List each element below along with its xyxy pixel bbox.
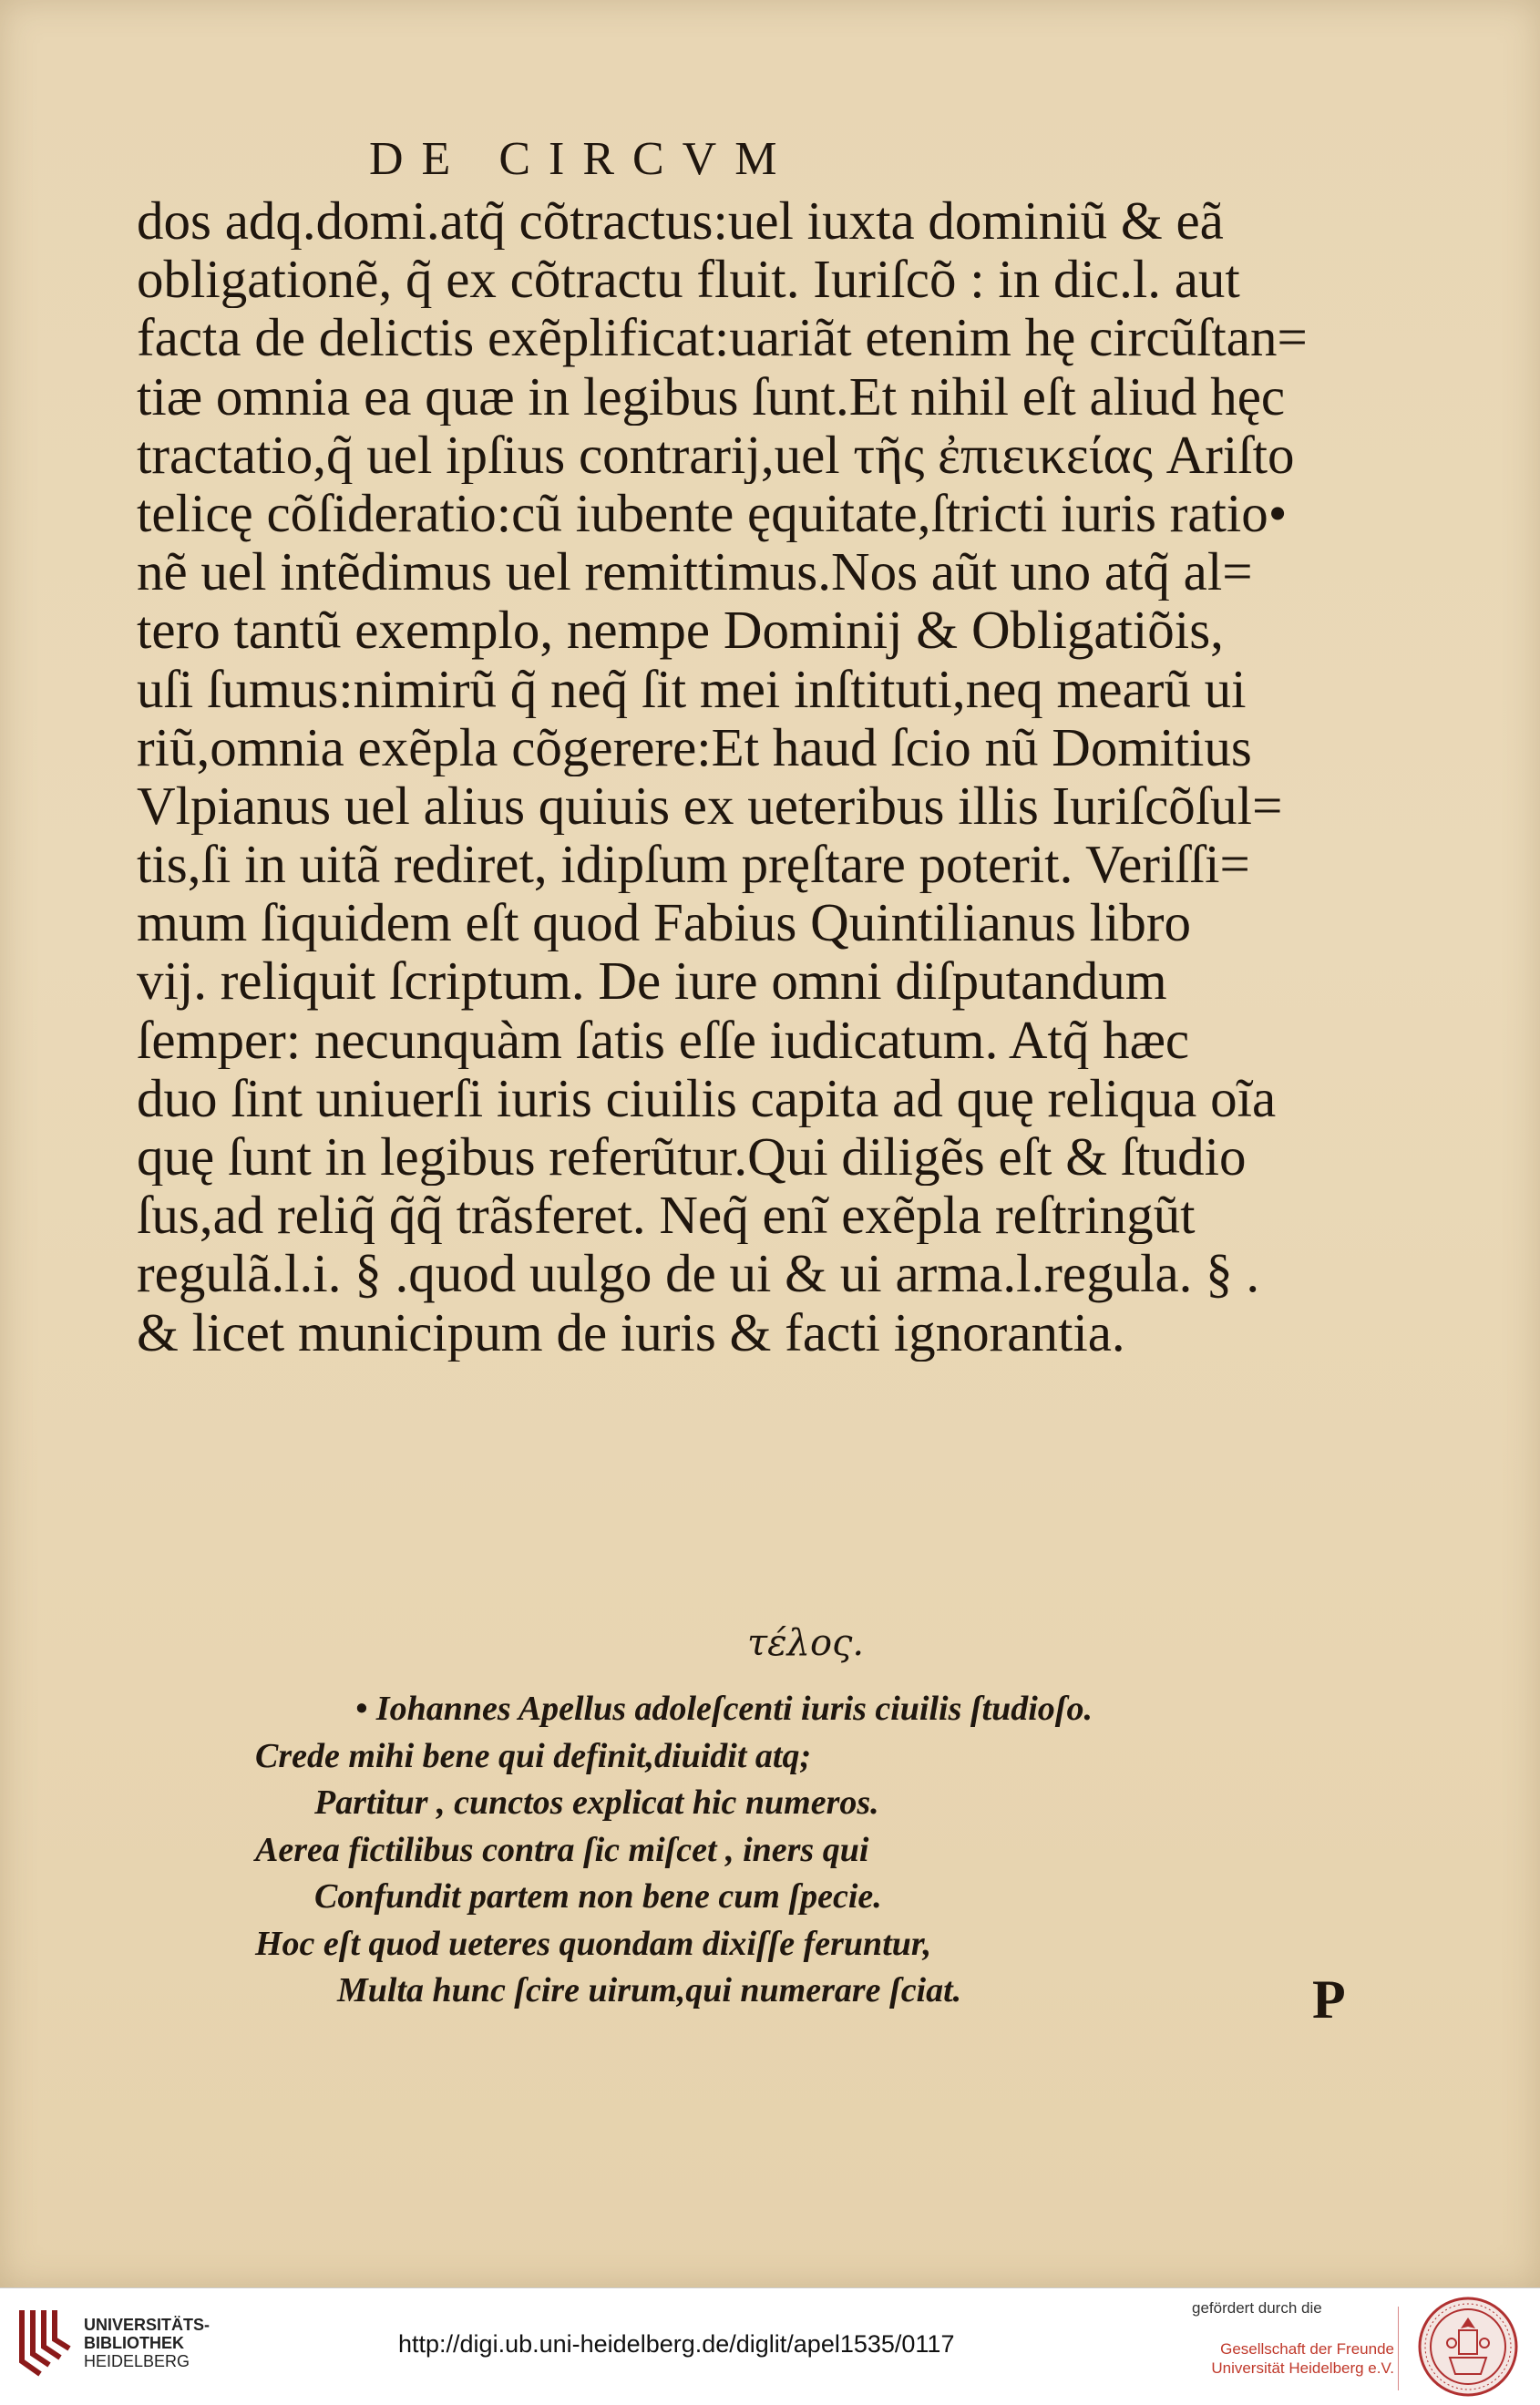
text-line: tractatio,q̃ uel ipſius contrarij,uel τῆς ἐπιεικείας Ariſto: [137, 425, 1295, 484]
poem-line: Partitur , cunctos explicat hic numeros.: [314, 1783, 879, 1822]
poem-heading: • Iohannes Apellus adoleſcenti iuris ciuilis ſtudioſo.: [355, 1690, 1093, 1728]
text-line: tis,ſi in uitã rediret, idipſum pręſtare poterit. Veriſſi=: [137, 835, 1250, 894]
text-line: Vlpianus uel alius quiuis ex ueteribus illis Iuriſcõſul=: [137, 776, 1283, 836]
library-name-line: UNIVERSITÄTS-: [84, 2316, 210, 2334]
running-title: DE CIRCVM: [369, 133, 796, 185]
text-line: & licet municipum de iuris & facti ignorantia.: [137, 1302, 1125, 1362]
text-line: vij. reliquit ſcriptum. De iure omni diſputandum: [137, 951, 1167, 1011]
library-name: [84, 2316, 210, 2370]
footer-divider: [1398, 2307, 1399, 2390]
poem-line: Hoc eſt quod ueteres quondam dixiſſe feruntur,: [255, 1924, 932, 1963]
telos-mark: τέλος.: [747, 1622, 865, 1664]
text-line: ſus,ad reliq̃ q̃q̃ trãsferet. Neq̃ enĩ exẽpla reſtringũt: [137, 1186, 1196, 1245]
text-line: nẽ uel intẽdimus uel remittimus.Nos aũt uno atq̃ al=: [137, 542, 1253, 601]
poem-line: Confundit partem non bene cum ſpecie.: [314, 1877, 882, 1916]
text-line: riũ,omnia exẽpla cõgerere:Et haud ſcio nũ Domitius: [137, 717, 1252, 776]
text-line: facta de delictis exẽplificat:uariãt etenim hę circũſtan=: [137, 308, 1308, 367]
text-line: mum ſiquidem eſt quod Fabius Quintilianus libro: [137, 893, 1192, 952]
library-name-line: BIBLIOTHEK: [84, 2334, 184, 2352]
poem-line: Multa hunc ſcire uirum,qui numerare ſciat.: [337, 1971, 962, 2009]
library-name-line: HEIDELBERG: [84, 2352, 190, 2370]
text-line: ſemper: necunquàm ſatis eſſe iudicatum. Atq̃ hæc: [137, 1010, 1190, 1069]
catchword: P: [1312, 1969, 1346, 2030]
text-line: uſi ſumus:nimirũ q̃ neq̃ ſit mei inſtituti,neq mearũ ui: [137, 659, 1247, 718]
text-line: obligationẽ, q̃ ex cõtractu fluit. Iuriſcõ : in dic.l. aut: [137, 250, 1240, 309]
text-line: regulã.l.i. § .quod uulgo de ui & ui arma.l.regula. § .: [137, 1244, 1260, 1303]
text-line: tero tantũ exemplo, nempe Dominij & Obligatiõis,: [137, 601, 1224, 660]
university-seal-icon[interactable]: [1417, 2296, 1519, 2398]
text-line: dos adq.domi.atq̃ cõtractus:uel iuxta dominiũ & eã: [137, 191, 1224, 251]
footer-bar: [0, 2287, 1540, 2405]
society-name-line: Gesellschaft der Freunde: [1220, 2340, 1394, 2358]
funded-by-label: gefördert durch die: [1192, 2299, 1322, 2317]
society-name[interactable]: [1201, 2339, 1394, 2378]
poem-line: Aerea fictilibus contra ſic miſcet , iners qui: [255, 1830, 869, 1869]
permalink-url[interactable]: http://digi.ub.uni-heidelberg.de/diglit/apel1535/0117: [398, 2330, 955, 2358]
text-line: telicę cõſideratio:cũ iubente ęquitate,ſtricti iuris ratio•: [137, 483, 1288, 543]
text-line: tiæ omnia ea quæ in legibus ſunt.Et nihil eſt aliud hęc: [137, 366, 1286, 426]
poem-line: Crede mihi bene qui definit,diuidit atq;: [255, 1736, 812, 1775]
university-library-logo-icon[interactable]: [13, 2305, 75, 2379]
society-name-line: Universität Heidelberg e.V.: [1211, 2359, 1394, 2377]
body-text: [137, 191, 1476, 1362]
dedicatory-poem: [255, 1686, 1349, 2015]
text-line: quę ſunt in legibus referũtur.Qui diligẽs eſt & ſtudio: [137, 1127, 1247, 1187]
text-line: duo ſint uniuerſi iuris ciuilis capita ad quę reliqua oĩa: [137, 1068, 1277, 1127]
